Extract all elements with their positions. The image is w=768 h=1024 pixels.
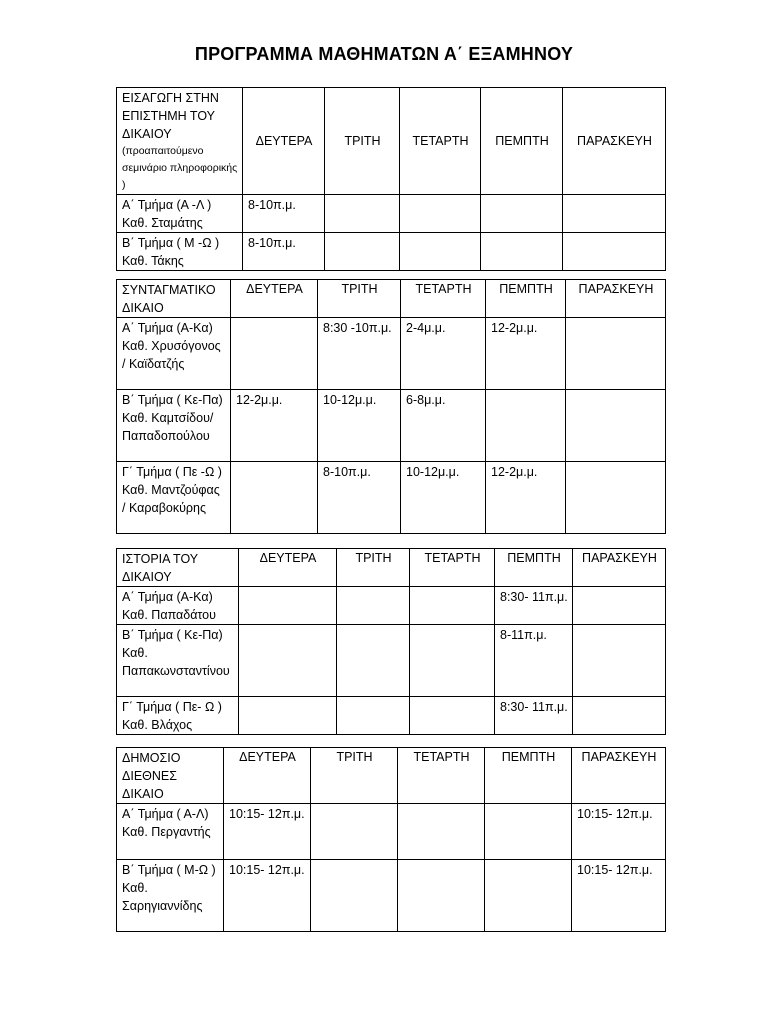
- section-cell: Α΄ Τμήμα ( Α-Λ) Καθ. Περγαντής: [117, 804, 224, 860]
- course-name: ΔΗΜΟΣΙΟ ΔΙΕΘΝΕΣ ΔΙΚΑΙΟ: [117, 748, 224, 804]
- day-header-monday: ΔΕΥΤΕΡΑ: [239, 549, 337, 587]
- table-row: [117, 587, 666, 625]
- section-cell: Α΄ Τμήμα (Α -Λ ) Καθ. Σταμάτης: [117, 195, 243, 233]
- schedule-cell: [410, 625, 495, 697]
- schedule-cell: [231, 462, 318, 534]
- schedule-cell: 10:15- 12π.μ.: [224, 860, 311, 932]
- course-name-cell: [117, 88, 243, 195]
- day-header-tuesday: ΤΡΙΤΗ: [325, 88, 400, 195]
- day-header-wednesday: ΤΕΤΑΡΤΗ: [398, 748, 485, 804]
- table-header-row: [117, 88, 666, 195]
- day-header-monday: ΔΕΥΤΕΡΑ: [243, 88, 325, 195]
- schedule-cell: 10:15- 12π.μ.: [572, 804, 666, 860]
- table-row: [117, 860, 666, 932]
- schedule-cell: [566, 462, 666, 534]
- page-title: ΠΡΟΓΡΑΜΜΑ ΜΑΘΗΜΑΤΩΝ Α΄ ΕΞΑΜΗΝΟΥ: [194, 44, 574, 64]
- schedule-cell: [398, 860, 485, 932]
- course-name: ΙΣΤΟΡΙΑ ΤΟΥ ΔΙΚΑΙΟΥ: [117, 549, 239, 587]
- schedule-cell: 8-10π.μ.: [243, 233, 325, 271]
- day-header-wednesday: ΤΕΤΑΡΤΗ: [410, 549, 495, 587]
- table-header-row: [117, 549, 666, 587]
- schedule-cell: [337, 587, 410, 625]
- schedule-cell: [239, 587, 337, 625]
- schedule-cell: [231, 318, 318, 390]
- day-header-monday: ΔΕΥΤΕΡΑ: [224, 748, 311, 804]
- schedule-cell: 8-11π.μ.: [495, 625, 573, 697]
- schedule-cell: [486, 390, 566, 462]
- day-header-friday: ΠΑΡΑΣΚΕΥΗ: [563, 88, 666, 195]
- schedule-cell: [566, 318, 666, 390]
- schedule-cell: [311, 804, 398, 860]
- schedule-cell: 10-12μ.μ.: [318, 390, 401, 462]
- day-header-thursday: ΠΕΜΠΤΗ: [481, 88, 563, 195]
- schedule-cell: 2-4μ.μ.: [401, 318, 486, 390]
- schedule-cell: 10-12μ.μ.: [401, 462, 486, 534]
- table-row: [117, 390, 666, 462]
- schedule-cell: 8:30- 11π.μ.: [495, 587, 573, 625]
- day-header-friday: ΠΑΡΑΣΚΕΥΗ: [566, 280, 666, 318]
- schedule-cell: 12-2μ.μ.: [486, 318, 566, 390]
- schedule-cell: [573, 587, 666, 625]
- schedule-cell: 12-2μ.μ.: [231, 390, 318, 462]
- day-header-thursday: ΠΕΜΠΤΗ: [485, 748, 572, 804]
- section-cell: Β΄ Τμήμα ( Κε-Πα) Καθ. Καμτσίδου/ Παπαδοπούλου: [117, 390, 231, 462]
- schedule-cell: 10:15- 12π.μ.: [224, 804, 311, 860]
- section-cell: Β΄ Τμήμα ( Κε-Πα) Καθ. Παπακωνσταντίνου: [117, 625, 239, 697]
- table-row: [117, 318, 666, 390]
- schedule-cell: 10:15- 12π.μ.: [572, 860, 666, 932]
- day-header-wednesday: ΤΕΤΑΡΤΗ: [400, 88, 481, 195]
- schedule-cell: [563, 233, 666, 271]
- day-header-tuesday: ΤΡΙΤΗ: [318, 280, 401, 318]
- section-cell: Γ΄ Τμήμα ( Πε -Ω ) Καθ. Μαντζούφας / Καραβοκύρης: [117, 462, 231, 534]
- course-note: (προαπαιτούμενο σεμινάριο πληροφορικής ): [122, 145, 238, 191]
- schedule-cell: [400, 233, 481, 271]
- schedule-cell: 8-10π.μ.: [243, 195, 325, 233]
- schedule-cell: [566, 390, 666, 462]
- schedule-cell: [410, 697, 495, 735]
- day-header-tuesday: ΤΡΙΤΗ: [311, 748, 398, 804]
- schedule-cell: [337, 625, 410, 697]
- schedule-cell: [325, 195, 400, 233]
- schedule-cell: [410, 587, 495, 625]
- schedule-cell: [573, 625, 666, 697]
- section-cell: Α΄ Τμήμα (Α-Κα) Καθ. Χρυσόγονος / Καϊδατζής: [117, 318, 231, 390]
- day-header-friday: ΠΑΡΑΣΚΕΥΗ: [573, 549, 666, 587]
- schedule-table-constitutional-law: [116, 279, 666, 534]
- schedule-cell: [485, 804, 572, 860]
- schedule-cell: [481, 195, 563, 233]
- schedule-cell: 8:30- 11π.μ.: [495, 697, 573, 735]
- schedule-table-public-international-law: [116, 747, 666, 932]
- schedule-cell: [563, 195, 666, 233]
- schedule-cell: 6-8μ.μ.: [401, 390, 486, 462]
- course-name: ΣΥΝΤΑΓΜΑΤΙΚΟ ΔΙΚΑΙΟ: [117, 280, 231, 318]
- schedule-cell: [337, 697, 410, 735]
- schedule-table-history-of-law: [116, 548, 666, 735]
- course-name: ΕΙΣΑΓΩΓΗ ΣΤΗΝ ΕΠΙΣΤΗΜΗ ΤΟΥ ΔΙΚΑΙΟΥ: [122, 91, 219, 141]
- schedule-cell: [398, 804, 485, 860]
- schedule-cell: [573, 697, 666, 735]
- section-cell: Γ΄ Τμήμα ( Πε- Ω ) Καθ. Βλάχος: [117, 697, 239, 735]
- table-row: [117, 462, 666, 534]
- day-header-monday: ΔΕΥΤΕΡΑ: [231, 280, 318, 318]
- schedule-table-intro-law: [116, 87, 666, 271]
- day-header-wednesday: ΤΕΤΑΡΤΗ: [401, 280, 486, 318]
- day-header-thursday: ΠΕΜΠΤΗ: [495, 549, 573, 587]
- table-row: [117, 233, 666, 271]
- table-header-row: [117, 748, 666, 804]
- schedule-cell: [239, 625, 337, 697]
- day-header-friday: ΠΑΡΑΣΚΕΥΗ: [572, 748, 666, 804]
- table-header-row: [117, 280, 666, 318]
- schedule-cell: 8:30 -10π.μ.: [318, 318, 401, 390]
- schedule-cell: [311, 860, 398, 932]
- section-cell: Β΄ Τμήμα ( Μ-Ω ) Καθ. Σαρηγιαννίδης: [117, 860, 224, 932]
- table-row: [117, 804, 666, 860]
- schedule-cell: 12-2μ.μ.: [486, 462, 566, 534]
- schedule-cell: [481, 233, 563, 271]
- schedule-cell: [325, 233, 400, 271]
- section-cell: Α΄ Τμήμα (Α-Κα) Καθ. Παπαδάτου: [117, 587, 239, 625]
- schedule-cell: 8-10π.μ.: [318, 462, 401, 534]
- table-row: [117, 625, 666, 697]
- schedule-cell: [239, 697, 337, 735]
- schedule-cell: [400, 195, 481, 233]
- section-cell: Β΄ Τμήμα ( Μ -Ω ) Καθ. Τάκης: [117, 233, 243, 271]
- table-row: [117, 195, 666, 233]
- day-header-thursday: ΠΕΜΠΤΗ: [486, 280, 566, 318]
- schedule-cell: [485, 860, 572, 932]
- table-row: [117, 697, 666, 735]
- day-header-tuesday: ΤΡΙΤΗ: [337, 549, 410, 587]
